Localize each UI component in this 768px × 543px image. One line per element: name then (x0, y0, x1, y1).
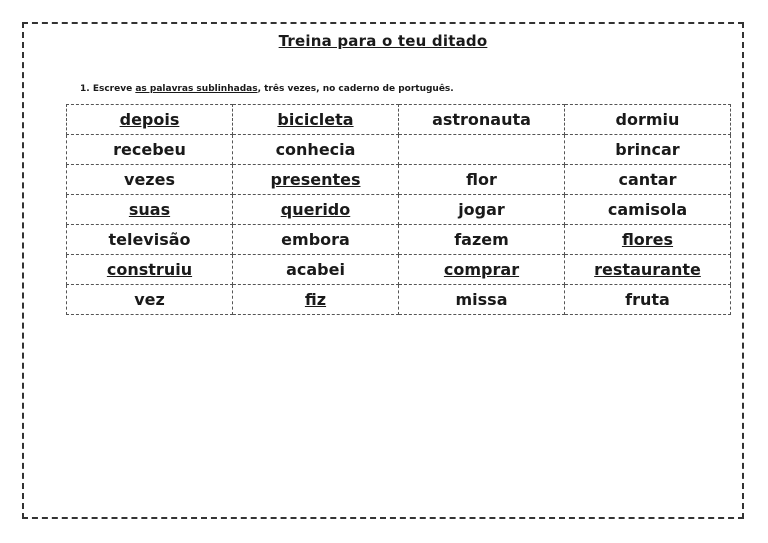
word-cell (565, 135, 731, 165)
word-cell (399, 225, 565, 255)
instruction-text (80, 84, 454, 94)
word: vezes (124, 170, 175, 189)
word-cell (67, 285, 233, 315)
word: flor (466, 170, 497, 189)
word: missa (455, 290, 508, 309)
worksheet (22, 22, 744, 519)
word-cell (399, 195, 565, 225)
word-cell (399, 105, 565, 135)
underlined-word: bicicleta (277, 110, 354, 129)
word: televisão (108, 230, 191, 249)
word-cell (565, 255, 731, 285)
word: astronauta (432, 110, 531, 129)
underlined-word: suas (128, 200, 171, 219)
table-row (67, 285, 731, 315)
underlined-word: construiu (106, 260, 193, 279)
word-cell (233, 285, 399, 315)
underlined-word: restaurante (594, 260, 701, 279)
word: fazem (454, 230, 509, 249)
word: conhecia (275, 140, 356, 159)
word-cell (233, 195, 399, 225)
word-cell (67, 105, 233, 135)
word-cell (233, 135, 399, 165)
word: brincar (615, 140, 680, 159)
word-cell (233, 105, 399, 135)
underlined-word: depois (119, 110, 180, 129)
underlined-word: comprar (443, 260, 520, 279)
word-cell (67, 255, 233, 285)
table-row (67, 165, 731, 195)
underlined-word: flores (621, 230, 674, 249)
word-cell (565, 285, 731, 315)
table-row (67, 195, 731, 225)
instruction-number: 1. (80, 84, 90, 94)
word: acabei (286, 260, 345, 279)
word-cell (399, 165, 565, 195)
word-cell (67, 225, 233, 255)
word-cell (67, 165, 233, 195)
underlined-word: fiz (304, 290, 327, 309)
table-row (67, 135, 731, 165)
word: camisola (607, 200, 688, 219)
word: jogar (458, 200, 505, 219)
word-table-body (67, 105, 731, 315)
instruction-underlined: as palavras sublinhadas (135, 84, 258, 94)
word-cell (233, 165, 399, 195)
word: cantar (618, 170, 677, 189)
word: dormiu (615, 110, 680, 129)
table-row (67, 105, 731, 135)
page-title: Treina para o teu ditado (278, 32, 488, 50)
underlined-word: presentes (270, 170, 361, 189)
table-row (67, 255, 731, 285)
word-table (66, 104, 731, 315)
word-cell (565, 225, 731, 255)
word: fruta (625, 290, 670, 309)
word-cell (233, 255, 399, 285)
word-cell (233, 225, 399, 255)
word-cell (67, 135, 233, 165)
word: vez (134, 290, 165, 309)
instruction-before: Escreve (92, 84, 133, 94)
word-cell (399, 285, 565, 315)
word: embora (281, 230, 350, 249)
table-row (67, 225, 731, 255)
instruction-after: , três vezes, no caderno de português. (257, 84, 454, 94)
word-cell (399, 255, 565, 285)
word-cell (67, 195, 233, 225)
word: recebeu (113, 140, 186, 159)
word-cell (565, 195, 731, 225)
word-cell (565, 105, 731, 135)
underlined-word: querido (280, 200, 351, 219)
word-cell (565, 165, 731, 195)
word-cell (399, 135, 565, 165)
